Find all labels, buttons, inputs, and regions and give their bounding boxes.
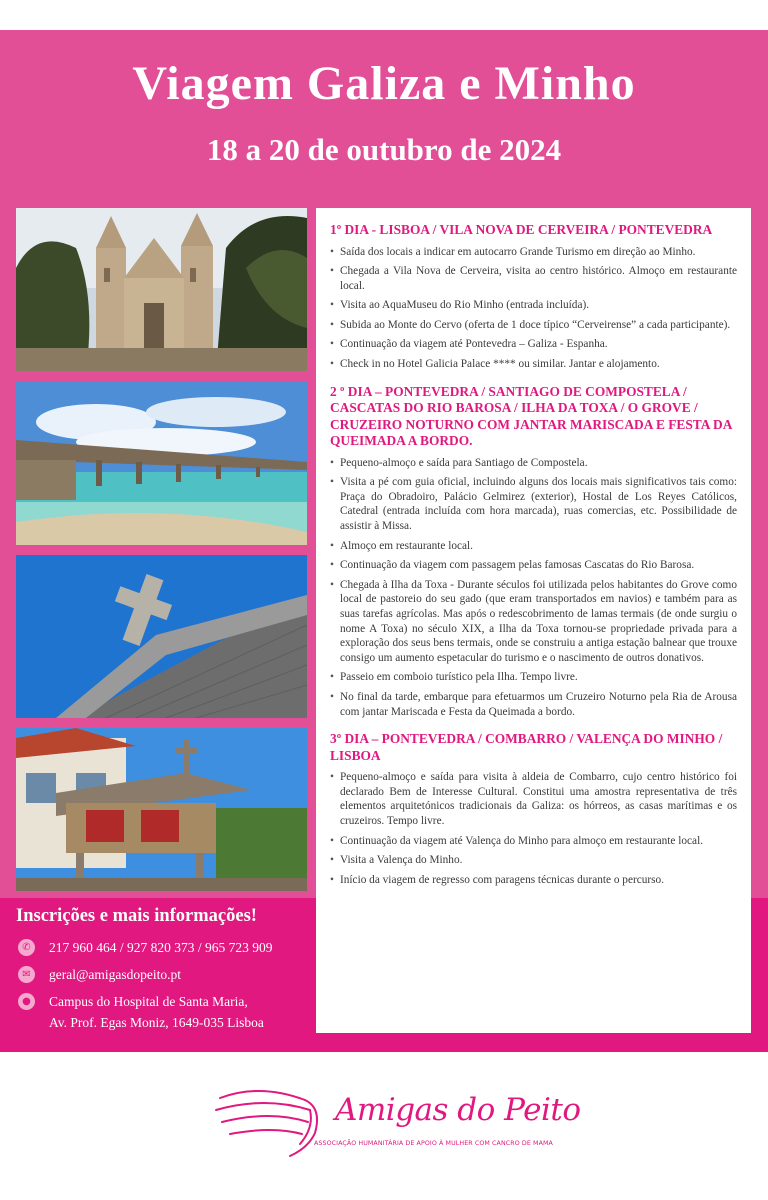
- logo-tagline: ASSOCIAÇÃO HUMANITÁRIA DE APOIO À MULHER COM CANCRO DE MAMA: [314, 1140, 553, 1147]
- list-item: • Pequeno-almoço e saída para Santiago de Compostela.: [330, 456, 737, 471]
- list-item: • Continuação da viagem com passagem pelas famosas Cascatas do Rio Barosa.: [330, 558, 737, 573]
- contact-block: [16, 906, 308, 1033]
- list-item: • Continuação da viagem até Pontevedra – Galiza - Espanha.: [330, 337, 737, 352]
- list-item: • Check in no Hotel Galicia Palace **** ou similar. Jantar e alojamento.: [330, 357, 737, 372]
- bridge-photo: [16, 382, 307, 545]
- list-item: • Início da viagem de regresso com paragens técnicas durante o percurso.: [330, 873, 737, 888]
- phone-icon: ✆: [18, 939, 35, 956]
- day-2-title: 2 º DIA – PONTEVEDRA / SANTIAGO DE COMPOSTELA / CASCATAS DO RIO BAROSA / ILHA DA TOXA / O GROVE / CRUZEIRO NOTURNO COM JANTAR MARISCADA E FESTA DA QUEIMADA A BORDO.: [330, 383, 732, 449]
- page-title: Viagem Galiza e Minho: [132, 57, 636, 110]
- list-item: • Visita a pé com guia oficial, incluindo alguns dos locais mais significativos tais como: Praça do Obradoiro, Palácio Gelmirez (exterior), Hostal de Los Reyes Católicos, Catedral (entrada incluída com hora marcada), ruas comercias, etc. Possibilidade de assistir à Missa.: [330, 475, 737, 533]
- list-item: • Continuação da viagem até Valença do Minho para almoço em restaurante local.: [330, 834, 737, 849]
- list-item: • Visita a Valença do Minho.: [330, 853, 737, 868]
- mail-icon: ✉: [18, 966, 35, 983]
- amigas-do-peito-logo: [210, 1078, 581, 1168]
- phone-numbers[interactable]: 217 960 464 / 927 820 373 / 965 723 909: [49, 940, 273, 955]
- list-item: • No final da tarde, embarque para efetuarmos um Cruzeiro Noturno pela Ria de Arousa com jantar Mariscada e Festa da Queimada a bordo.: [330, 690, 737, 719]
- contact-heading: Inscrições e mais informações!: [16, 906, 257, 926]
- list-item: • Saída dos locais a indicar em autocarro Grande Turismo em direção ao Minho.: [330, 245, 737, 260]
- list-item: • Subida ao Monte do Cervo (oferta de 1 doce típico “Cerveirense” a cada participante).: [330, 318, 737, 333]
- list-item: • Passeio em comboio turístico pela Ilha. Tempo livre.: [330, 670, 737, 685]
- list-item: • Pequeno-almoço e saída para visita à aldeia de Combarro, cujo centro histórico foi declarado Bem de Interesse Cultural. Constitui uma amostra representativa de três elementos arquitetónicos tradicionais da Galiza: os hórreos, as casas marítimas e os cruzeiros. Tempo livre.: [330, 770, 737, 828]
- day-3-title: 3º DIA – PONTEVEDRA / COMBARRO / VALENÇA DO MINHO / LISBOA: [330, 731, 723, 763]
- list-item: • Almoço em restaurante local.: [330, 539, 737, 554]
- address-row: [16, 991, 308, 1033]
- list-item: • Chegada à Ilha da Toxa - Durante séculos foi utilizada pelos habitantes do Grove como local de pastoreio do seu gado (que eram transportados em navios) e também para as suas tarefas agrícolas. Mas após o redescobrimento de lamas termais (de onde surgiu o nome A Toxa) no século XIX, a Ilha da Toxa tornou-se propriedade privada para a exploração dos seus bens termais, onde se construiu a antiga estação balnear que trouxe consigo um aumento espetacular do turismo e o nascimento de outros donativos.: [330, 578, 737, 666]
- horreo-photo: [16, 728, 307, 891]
- list-item: • Chegada a Vila Nova de Cerveira, visita ao centro histórico. Almoço em restaurante local.: [330, 264, 737, 293]
- day-2-list: [330, 456, 737, 720]
- stone-roof-cross-photo: [16, 555, 307, 718]
- list-item: • Visita ao AquaMuseu do Rio Minho (entrada incluída).: [330, 298, 737, 313]
- itinerary-panel: [316, 208, 751, 1033]
- logo-name: Amigas do Peito: [335, 1092, 581, 1128]
- address-line-2: Av. Prof. Egas Moniz, 1649-035 Lisboa: [49, 1015, 264, 1030]
- email-link[interactable]: geral@amigasdopeito.pt: [49, 967, 182, 982]
- location-pin-icon: ●: [18, 993, 35, 1010]
- trip-dates: 18 a 20 de outubro de 2024: [206, 132, 562, 167]
- cathedral-photo: [16, 208, 307, 371]
- day-1-title: 1º DIA - LISBOA / VILA NOVA DE CERVEIRA / PONTEVEDRA: [330, 222, 713, 237]
- day-3-list: [330, 770, 737, 887]
- email-row: [16, 964, 308, 985]
- phone-row: [16, 937, 308, 958]
- address-line-1: Campus do Hospital de Santa Maria,: [49, 994, 248, 1009]
- day-1-list: [330, 245, 737, 372]
